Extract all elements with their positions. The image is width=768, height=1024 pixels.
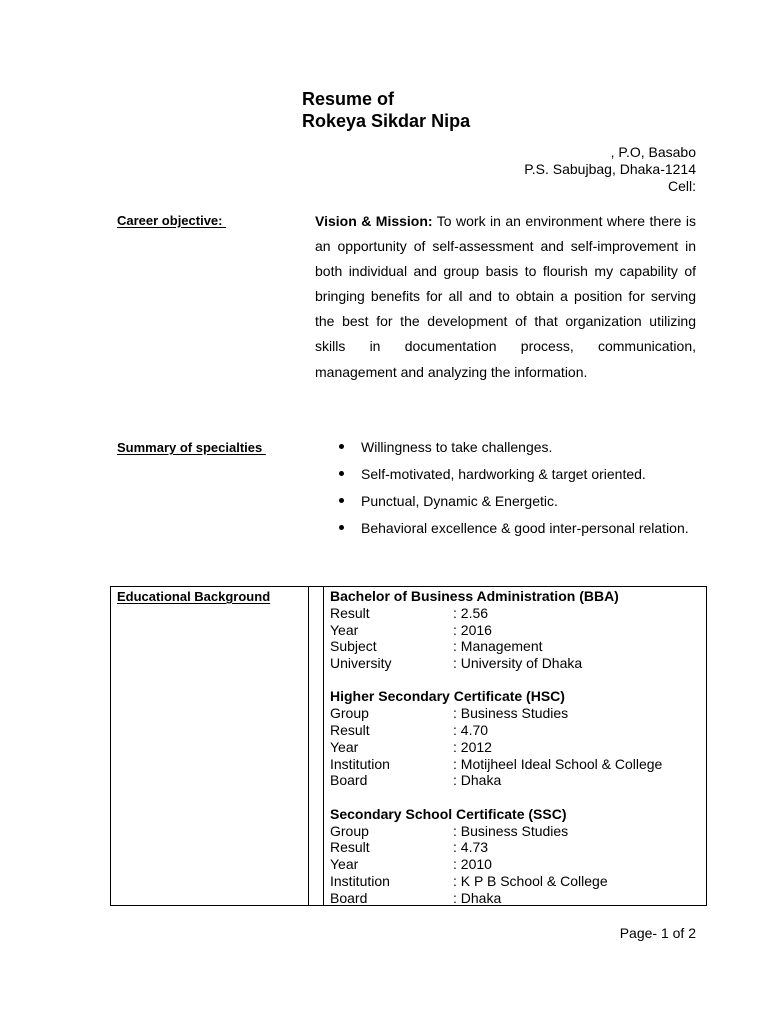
bullet-icon xyxy=(339,498,344,503)
table-row: Institution : K P B School & College xyxy=(330,872,608,889)
list-item: Behavioral excellence & good inter-personal relation. xyxy=(337,515,696,541)
table-row: Subject : Management xyxy=(330,638,543,655)
specialties-label: Summary of specialties xyxy=(117,440,266,455)
table-row: Result : 4.70 xyxy=(330,722,489,739)
table-row: Institution : Motijheel Ideal School & College xyxy=(330,755,663,772)
education-table xyxy=(110,586,707,906)
degree-title: Bachelor of Business Administration (BBA) xyxy=(330,588,619,604)
education-content xyxy=(330,588,700,907)
list-item: Punctual, Dynamic & Energetic. xyxy=(337,488,696,514)
bullet-icon xyxy=(339,444,344,449)
table-row: University : University of Dhaka xyxy=(330,655,583,672)
table-row: Board : Dhaka xyxy=(330,889,502,906)
table-row: Year : 2012 xyxy=(330,738,492,755)
bullet-icon xyxy=(339,471,344,476)
career-objective-label: Career objective: xyxy=(117,213,227,228)
specialties-list xyxy=(337,434,696,542)
table-divider xyxy=(323,587,324,905)
table-row: Group : Business Studies xyxy=(330,705,569,722)
degree-bba xyxy=(330,588,700,672)
address-line-2: P.S. Sabujbag, Dhaka-1214 xyxy=(524,161,696,177)
table-row: Result : 4.73 xyxy=(330,839,489,856)
table-row: Group : Business Studies xyxy=(330,822,569,839)
objective-body: To work in an environment where there is an opportunity of self-assessment and self-improvement in both individual and group basis to flourish my capability of bringing benefits for all and to obtain a position for serving the best for the development of that organization utilizing skills in documentation process, communication, management and analyzing the information. xyxy=(315,213,696,380)
bullet-icon xyxy=(339,525,344,530)
table-row: Result : 2.56 xyxy=(330,604,489,621)
vision-mission-lead: Vision & Mission: xyxy=(315,213,433,229)
career-objective-text xyxy=(315,209,696,385)
table-divider xyxy=(308,587,309,905)
education-label: Educational Background xyxy=(117,589,271,604)
degree-title: Higher Secondary Certificate (HSC) xyxy=(330,688,565,705)
table-row: Year : 2010 xyxy=(330,856,492,873)
table-row: Board : Dhaka xyxy=(330,772,502,789)
list-item: Self-motivated, hardworking & target oriented. xyxy=(337,461,696,487)
degree-title: Secondary School Certificate (SSC) xyxy=(330,805,567,822)
degree-hsc xyxy=(330,688,700,789)
candidate-name: Rokeya Sikdar Nipa xyxy=(302,111,471,131)
page-number: Page- 1 of 2 xyxy=(619,925,696,941)
address-line-1: , P.O, Basabo xyxy=(610,144,696,160)
degree-ssc xyxy=(330,806,700,907)
cell-line: Cell: xyxy=(667,178,696,194)
resume-title: Resume of xyxy=(302,89,395,109)
list-item: Willingness to take challenges. xyxy=(337,434,696,460)
table-row: Year : 2016 xyxy=(330,621,492,638)
